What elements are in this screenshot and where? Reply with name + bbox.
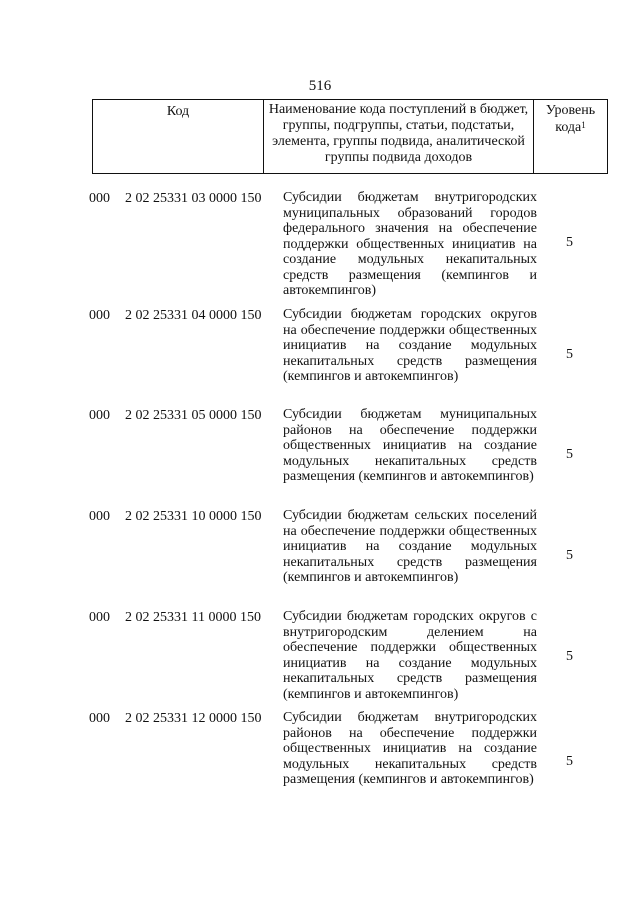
row-level: 5: [566, 649, 573, 664]
row-prefix: 000: [89, 610, 110, 625]
row-prefix: 000: [89, 711, 110, 726]
row-prefix: 000: [89, 408, 110, 423]
row-level: 5: [566, 548, 573, 563]
row-description: Субсидии бюджетам городских округов на обеспечение поддержки общественных инициатив на создание модульных некапитальных средств размещения (кемпингов и автокемпингов): [283, 307, 537, 384]
row-level: 5: [566, 235, 573, 250]
header-name: Наименование кода поступлений в бюджет, группы, подгруппы, статьи, подстатьи, элемента, группы подвида, аналитической группы подвида доходов: [264, 100, 534, 173]
table-row: [0, 407, 640, 508]
row-description: Субсидии бюджетам внутригородских муниципальных образований городов федерального значения на обеспечение поддержки общественных инициатив на создание модульных некапитальных средств размещения (кемпингов и автокемпингов): [283, 190, 537, 298]
row-code: 2 02 25331 05 0000 150: [125, 408, 262, 423]
row-code: 2 02 25331 12 0000 150: [125, 711, 262, 726]
table-row: [0, 609, 640, 710]
row-prefix: 000: [89, 191, 110, 206]
row-level: 5: [566, 754, 573, 769]
row-prefix: 000: [89, 308, 110, 323]
row-code: 2 02 25331 04 0000 150: [125, 308, 262, 323]
table-row: [0, 710, 640, 810]
table-row: [0, 508, 640, 609]
page-number: 516: [308, 78, 332, 94]
table-body: [0, 190, 640, 810]
row-code: 2 02 25331 11 0000 150: [125, 610, 261, 625]
row-description: Субсидии бюджетам городских округов с внутригородским делением на обеспечение поддержки общественных инициатив на создание модульных некапитальных средств размещения (кемпингов и автокемпингов): [283, 609, 537, 702]
row-code: 2 02 25331 03 0000 150: [125, 191, 262, 206]
header-level-label: Уровень кода: [545, 103, 596, 135]
row-code: 2 02 25331 10 0000 150: [125, 509, 262, 524]
header-level-footnote: 1: [581, 120, 586, 130]
table-row: [0, 307, 640, 407]
row-level: 5: [566, 347, 573, 362]
header-code: Код: [93, 100, 264, 173]
row-prefix: 000: [89, 509, 110, 524]
row-description: Субсидии бюджетам сельских поселений на обеспечение поддержки общественных инициатив на создание модульных некапитальных средств размещения (кемпингов и автокемпингов): [283, 508, 537, 585]
table-row: [0, 190, 640, 307]
table-header: [92, 99, 608, 174]
row-level: 5: [566, 447, 573, 462]
row-description: Субсидии бюджетам внутригородских районов на обеспечение поддержки общественных инициатив на создание модульных некапитальных средств размещения (кемпингов и автокемпингов): [283, 710, 537, 787]
header-level: [534, 100, 607, 173]
row-description: Субсидии бюджетам муниципальных районов на обеспечение поддержки общественных инициатив на создание модульных некапитальных средств размещения (кемпингов и автокемпингов): [283, 407, 537, 484]
